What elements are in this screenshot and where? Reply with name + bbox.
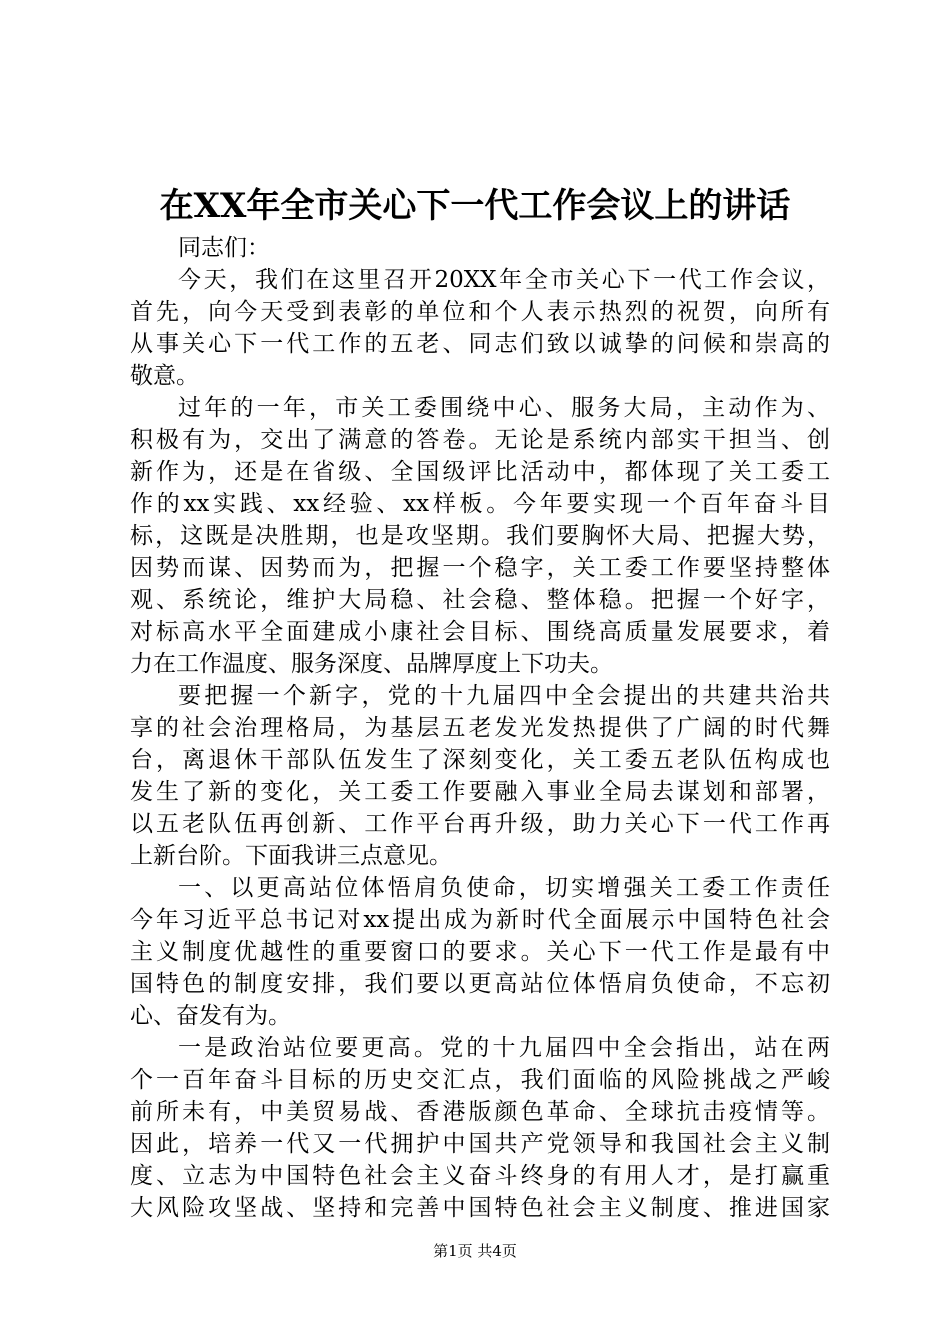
document-title: 在XX年全市关心下一代工作会议上的讲话 xyxy=(159,186,791,226)
text-line: 个一百年奋斗目标的历史交汇点，我们面临的风险挑战之严峻 xyxy=(130,1067,830,1093)
text-line: 敬意。 xyxy=(130,363,199,389)
text-line: 过年的一年，市关工委围绕中心、服务大局，主动作为、 xyxy=(178,395,830,421)
text-line: 台，离退休干部队伍发生了深刻变化，关工委五老队伍构成也 xyxy=(130,747,830,773)
text-line: 首先，向今天受到表彰的单位和个人表示热烈的祝贺，向所有 xyxy=(130,299,830,325)
text-line: 从事关心下一代工作的五老、同志们致以诚挚的问候和崇高的 xyxy=(130,331,830,357)
text-line: 心、奋发有为。 xyxy=(130,1003,291,1029)
text-line: 同志们： xyxy=(178,235,270,261)
text-line: 标，这既是决胜期，也是攻坚期。我们要胸怀大局、把握大势， xyxy=(130,523,830,549)
section-heading: 一、以更高站位体悟肩负使命，切实增强关工委工作责任 xyxy=(178,875,830,901)
text-line: 力在工作温度、服务深度、品牌厚度上下功夫。 xyxy=(130,651,613,677)
text-line: 要把握一个新字，党的十九届四中全会提出的共建共治共 xyxy=(178,683,830,709)
text-line: 发生了新的变化，关工委工作要融入事业全局去谋划和部署， xyxy=(130,779,830,805)
text-line: 今天，我们在这里召开20XX年全市关心下一代工作会议， xyxy=(178,267,830,293)
text-line: 今年习近平总书记对xx提出成为新时代全面展示中国特色社会 xyxy=(130,907,830,933)
text-line: 因势而谋、因势而为，把握一个稳字，关工委工作要坚持整体 xyxy=(130,555,830,581)
document-body xyxy=(130,232,830,1224)
text-line: 一是政治站位要更高。党的十九届四中全会指出，站在两 xyxy=(178,1035,830,1061)
text-line: 以五老队伍再创新、工作平台再升级，助力关心下一代工作再 xyxy=(130,811,830,837)
text-line: 度、立志为中国特色社会主义奋斗终身的有用人才，是打赢重 xyxy=(130,1163,830,1189)
text-line: 作的xx实践、xx经验、xx样板。今年要实现一个百年奋斗目 xyxy=(130,491,830,517)
text-line: 对标高水平全面建成小康社会目标、围绕高质量发展要求，着 xyxy=(130,619,830,645)
text-line: 因此，培养一代又一代拥护中国共产党领导和我国社会主义制 xyxy=(130,1131,830,1157)
text-line: 积极有为，交出了满意的答卷。无论是系统内部实干担当、创 xyxy=(130,427,830,453)
text-line: 上新台阶。下面我讲三点意见。 xyxy=(130,843,452,869)
text-line: 主义制度优越性的重要窗口的要求。关心下一代工作是最有中 xyxy=(130,939,830,965)
text-line: 国特色的制度安排，我们要以更高站位体悟肩负使命，不忘初 xyxy=(130,971,830,997)
text-line: 大风险攻坚战、坚持和完善中国特色社会主义制度、推进国家 xyxy=(130,1195,830,1221)
page-number: 第1页 共4页 xyxy=(433,1242,517,1260)
text-line: 享的社会治理格局，为基层五老发光发热提供了广阔的时代舞 xyxy=(130,715,830,741)
text-line: 观、系统论，维护大局稳、社会稳、整体稳。把握一个好字， xyxy=(130,587,830,613)
text-line: 前所未有，中美贸易战、香港版颜色革命、全球抗击疫情等。 xyxy=(130,1099,830,1125)
text-line: 新作为，还是在省级、全国级评比活动中，都体现了关工委工 xyxy=(130,459,830,485)
